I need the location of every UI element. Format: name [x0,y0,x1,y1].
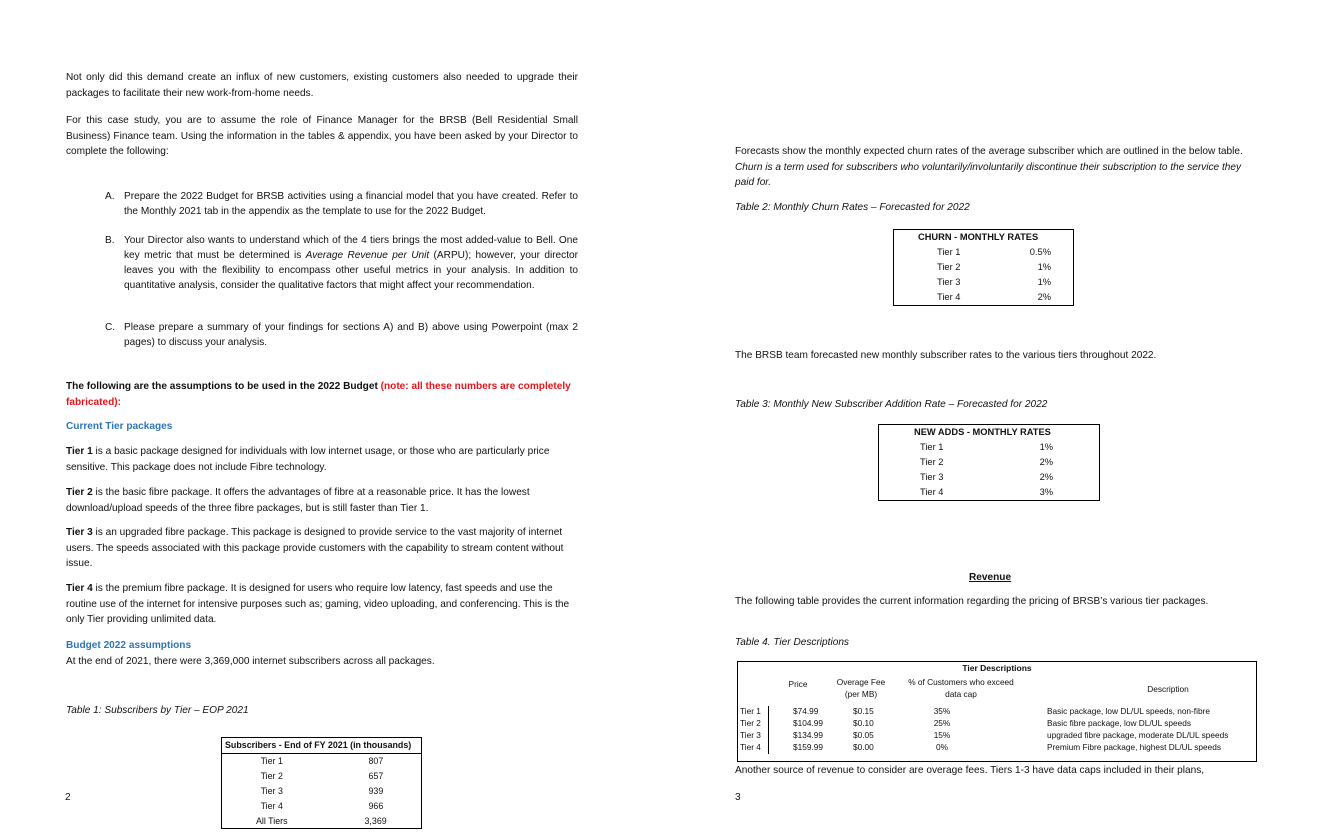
churn-paragraph: Forecasts show the monthly expected churn rates of the average subscriber which are outlined in the below table. Churn is a term used for subscribers who voluntarily/involuntarily discontinue their subscription to the service they paid for. [735,146,1243,188]
col-exceed-header: % of Customers who exceed data cap [908,677,1014,699]
table-2-caption: Table 2: Monthly Churn Rates – Forecasted for 2022 [735,202,970,213]
assumptions-intro: The following are the assumptions to be used in the 2022 Budget (note: all these numbers are completely fabricated): [66,381,571,408]
tier-descriptions-table [737,661,1257,762]
col-overage-header: Overage Fee (per MB) [836,677,886,699]
col-price-header: Price [788,679,808,689]
table-row: Tier 2 1% [937,261,1051,272]
subscribers-table [221,737,422,829]
table-1-caption: Table 1: Subscribers by Tier – EOP 2021 [66,705,249,716]
table-row: Tier 1 0.5% [937,246,1051,257]
intro-paragraph: Not only did this demand create an influx of new customers, existing customers also needed to upgrade their packages to facilitate their new work-from-home needs. [66,72,578,99]
table-row: Tier 3 $134.99 $0.05 15% upgraded fibre package, moderate DL/UL speeds [740,729,1229,740]
list-text: Your Director also wants to understand which of the 4 tiers brings the most added-value to Bell. One key metric that must be determined is Average Revenue per Unit (ARPU); however, your director leaves you with the flexibility to encompass other useful metrics in your analysis. In addition to quantitative analysis, consider the qualitative factors that might affect your recommendation. [124,235,578,292]
table-row: Tier 4 3% [920,486,1053,497]
list-marker: C. [105,322,116,333]
table-title: Tier Descriptions [962,663,1032,673]
table-header: Subscribers - End of FY 2021 (in thousands) [225,740,412,750]
table-row: Tier 1 $74.99 $0.15 35% Basic package, low DL/UL speeds, non-fibre [740,706,1210,716]
table-row: Tier 4 966 [260,800,384,811]
table-4-caption: Table 4. Tier Descriptions [735,637,849,648]
table-row: Tier 4 2% [937,291,1051,302]
new-adds-table [878,424,1100,501]
current-tier-heading: Current Tier packages [66,421,173,432]
budget-text: At the end of 2021, there were 3,369,000 internet subscribers across all packages. [66,656,435,667]
table-row: All Tiers 3,369 [255,815,387,826]
pricing-paragraph: The following table provides the current information regarding the pricing of BRSB’s various tier packages. [735,596,1209,607]
new-subscriber-paragraph: The BRSB team forecasted new monthly subscriber rates to the various tiers throughout 2022. [735,350,1157,361]
table-row: Tier 1 1% [920,441,1053,452]
overage-paragraph: Another source of revenue to consider are overage fees. Tiers 1-3 have data caps included in their plans, [735,765,1205,776]
table-row: Tier 1 807 [260,755,384,766]
table-row: Tier 3 2% [920,471,1053,482]
page-number-right: 3 [735,792,741,803]
list-text: Please prepare a summary of your findings for sections A) and B) above using Powerpoint (max 2 pages) to discuss your analysis. [124,322,578,349]
table-row: Tier 2 657 [260,770,384,781]
table-3-caption: Table 3: Monthly New Subscriber Addition Rate – Forecasted for 2022 [735,399,1048,410]
table-header: CHURN - MONTHLY RATES [918,232,1039,242]
table-row: Tier 3 939 [260,785,384,796]
revenue-heading: Revenue [969,572,1012,583]
table-row: Tier 4 $159.99 $0.00 0% Premium Fibre package, highest DL/UL speeds [740,741,1222,752]
col-description-header: Description [1147,684,1189,694]
list-text: Prepare the 2022 Budget for BRSB activities using a financial model that you have created. Refer to the Monthly 2021 tab in the appendix as the template to use for the 2022 Budget. [124,191,578,218]
budget-heading: Budget 2022 assumptions [66,640,192,651]
case-study-paragraph: For this case study, you are to assume the role of Finance Manager for the BRSB (Bell Residential Small Business) Finance team. Using the information in the tables & appendix, you have been asked by your Director to complete the following: [66,115,578,157]
list-marker: B. [105,235,115,246]
list-marker: A. [105,191,115,202]
churn-rates-table [893,229,1074,306]
tier-2-description: Tier 2 is the basic fibre package. It offers the advantages of fibre at a reasonable price. It has the lowest download/upload speeds of the three fibre packages, but is still faster than Tier 1. [66,487,530,514]
table-row: Tier 2 2% [920,456,1053,467]
page-number-left: 2 [65,792,71,803]
tier-1-description: Tier 1 is a basic package designed for individuals with low internet usage, or those who are particularly price sensitive. This package does not include Fibre technology. [66,446,550,473]
tier-4-description: Tier 4 is the premium fibre package. It is designed for users who require low latency, fast speeds and use the routine use of the internet for intensive purposes such as; gaming, video uploading, and conferencing. This is the only Tier providing unlimited data. [66,583,570,625]
table-row: Tier 2 $104.99 $0.10 25% Basic fibre package, low DL/UL speeds [740,717,1192,728]
table-header: NEW ADDS - MONTHLY RATES [914,427,1051,437]
tier-3-description: Tier 3 is an upgraded fibre package. This package is designed to provide service to the vast majority of internet users. The speeds associated with this package provide customers with the capability to stream content without issue. [66,527,564,569]
table-row: Tier 3 1% [937,276,1051,287]
